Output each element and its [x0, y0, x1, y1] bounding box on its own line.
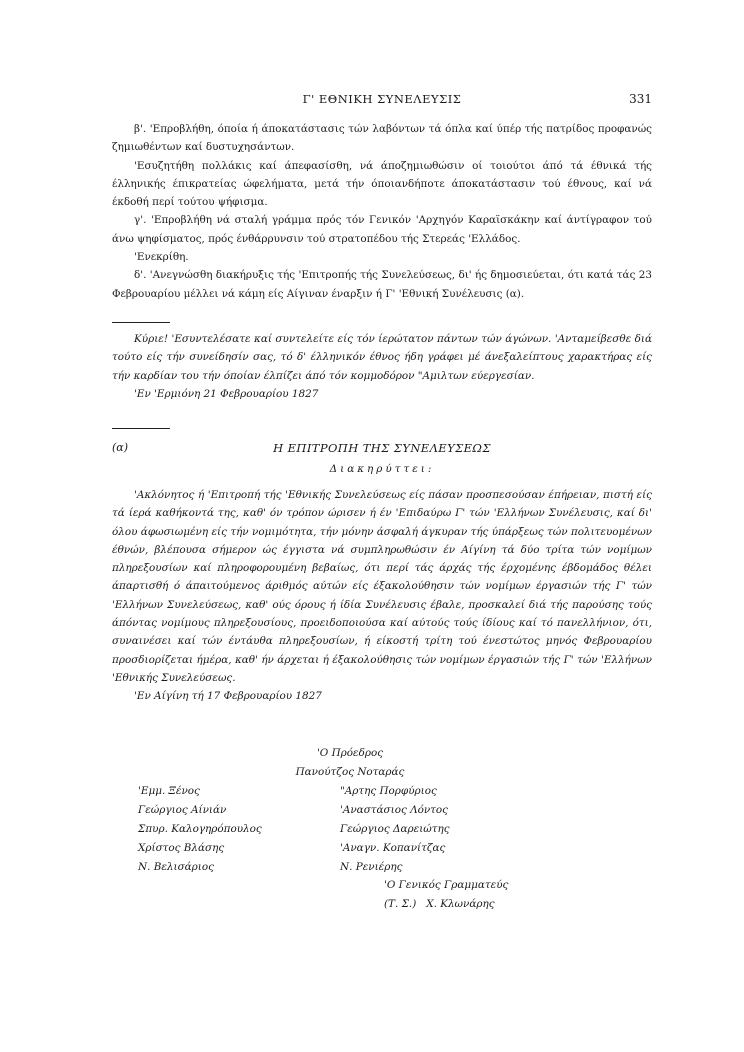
president-label: 'Ο Πρόεδρος [316, 747, 384, 759]
signatory: Σπυρ. Καλογηρόπουλος [138, 823, 262, 835]
signatory: 'Αναγν. Κοπανίτζας [340, 842, 446, 854]
signatory: Ν. Ρενιέρης [340, 861, 403, 873]
paragraph-delta: δ'. 'Ανεγνώσθη διακήρυξις τής 'Επιτροπής τής Συνελεύσεως, δι' ής δημοσιεύεται, ότι κατά τάς 23 Φεβρουαρίου μέλλει νά κάμη είς Αίγιναν έναρξιν ή Γ' 'Εθνική Συνέλευσις (α). [112, 269, 652, 300]
signatory: 'Αναστάσιος Λόντος [340, 804, 448, 816]
declaration-body [112, 486, 652, 706]
signatory: Γεώργιος Αίνιάν [138, 804, 227, 816]
signatories-right [340, 782, 450, 877]
letter-excerpt [112, 330, 652, 403]
main-text [112, 120, 652, 303]
divider [112, 428, 170, 429]
secretary-name: (Τ. Σ.) Χ. Κλωνάρης [384, 898, 495, 910]
president-name: Πανούτζος Νοταράς [295, 766, 405, 778]
signatory: Χρίστος Βλάσης [138, 842, 225, 854]
paragraph-beta: β'. 'Επροβλήθη, όποία ή άποκατάστασις τών λαβόντων τά όπλα καί ύπέρ τής πατρίδος προφανώς ζημιωθέντων καί δυστυχησάντων. [112, 123, 652, 154]
signatories-left [138, 782, 262, 877]
signatory: Ν. Βελισάριος [138, 861, 214, 873]
secretary-label: 'Ο Γενικός Γραμματεύς [384, 879, 509, 891]
signatory: "Αρτης Πορφύριος [340, 785, 437, 797]
president-block [290, 744, 410, 782]
letter-date: 'Εν 'Ερμιόνη 21 Φεβρουαρίου 1827 [134, 387, 319, 400]
committee-title: Η ΕΠΙΤΡΟΠΗ ΤΗΣ ΣΥΝΕΛΕΥΣΕΩΣ [273, 441, 491, 455]
running-header [112, 92, 652, 110]
declaration-date: 'Εν Αίγίνη τή 17 Φεβρουαρίου 1827 [134, 690, 322, 703]
divider [112, 322, 170, 323]
letter-text: Κύριε! 'Εσυντελέσατε καί συντελείτε είς τόν ίερώτατον πάντων τών άγώνων. 'Ανταμείβεσθε διά τούτο είς τήν συνείδησίν σας, τό δ' έλληνικόν έθνος ήδη γράφει μέ άνεξαλείπτους χαρακτήρας είς τήν καρδίαν του τήν όποίαν έλπίζει άπό τόν κομμοδόρον "Αμιλτων εύεργεσίαν. [112, 333, 652, 382]
page-number: 331 [629, 92, 652, 106]
paragraph-approved: 'Ενεκρίθη. [134, 251, 189, 264]
signatory: Γεώργιος Δαρειώτης [340, 823, 450, 835]
declaration-heading: Διακηρύττει: [329, 463, 435, 475]
declaration-text: 'Ακλόνητος ή 'Επιτροπή τής 'Εθνικής Συνελεύσεως είς πάσαν προσπεσούσαν έπήρειαν, πιστή είς τά ίερά καθήκοντά της, καθ' όν τρόπον ώρισεν ή έν 'Επιδαύρω Γ' τών 'Ελλήνων Συνέλευσις, καί δι' όλου άφωσιωμένη είς τήν νομιμότητα, τήν μόνην άσφαλή άγκυραν τής ύπάρξεως τών πολιτευομένων έθνών, βλέπουσα σήμερον ώς έγγιστα νά συμπληρωθώσιν έν Αίγίνη τά δύο τρίτα τών νομίμων πληρεξουσίων καί πληροφορουμένη βεβαίως, ότι περί τάς άρχάς τής έρχομένης έβδομάδος θέλει άπαρτισθή ό άπαιτούμενος άριθμός αύτών είς έξακολούθησιν τών νομίμων έργασιών τής Γ' τών 'Ελλήνων Συνελεύσεως, καθ' ούς όρους ή ίδία Συνέλευσις έβαλε, προσκαλεί διά τής παρούσης τούς άπόντας νομίμους πληρεξουσίους, προειδοποιούσα καί αύτούς τούς ίδίους καί τό πανελλήνιον, ότι, συναινέσει καί τών έντάυθα πληρεξουσίων, ή είκοστή τρίτη τού ένεστώτος μηνός Φεβρουαρίου προσδιορίζεται ήμέρα, καθ' ήν άρχεται ή έξακολούθησις τών νομίμων έργασιών τής Γ' τών 'Ελλήνων 'Εθνικής Συνελεύσεως. [112, 489, 652, 684]
secretary-block [384, 876, 508, 914]
footnote-marker: (α) [112, 441, 129, 454]
signatory: 'Εμμ. Ξένος [138, 785, 200, 797]
paragraph-compensation: 'Εσυζητήθη πολλάκις καί άπεφασίσθη, νά άποζημιωθώσιν οί τοιούτοι άπό τά έθνικά τής έλληνικής έπικρατείας ώφελήματα, μετά τήν όποιανδήποτε άποκατάστασιν τού έθνους, καί νά έκδοθή περί τούτου ψήφισμα. [112, 159, 652, 209]
paragraph-gamma: γ'. 'Επροβλήθη νά σταλή γράμμα πρός τόν Γενικόν 'Αρχηγόν Καραϊσκάκην καί άντίγραφον τού άνω ψηφίσματος, πρός ένθάρρυνσιν τού στρατοπέδου τής Στερεάς 'Ελλάδος. [112, 214, 652, 245]
page-title: Γ' ΕΘΝΙΚΗ ΣΥΝΕΛΕΥΣΙΣ [302, 92, 462, 106]
